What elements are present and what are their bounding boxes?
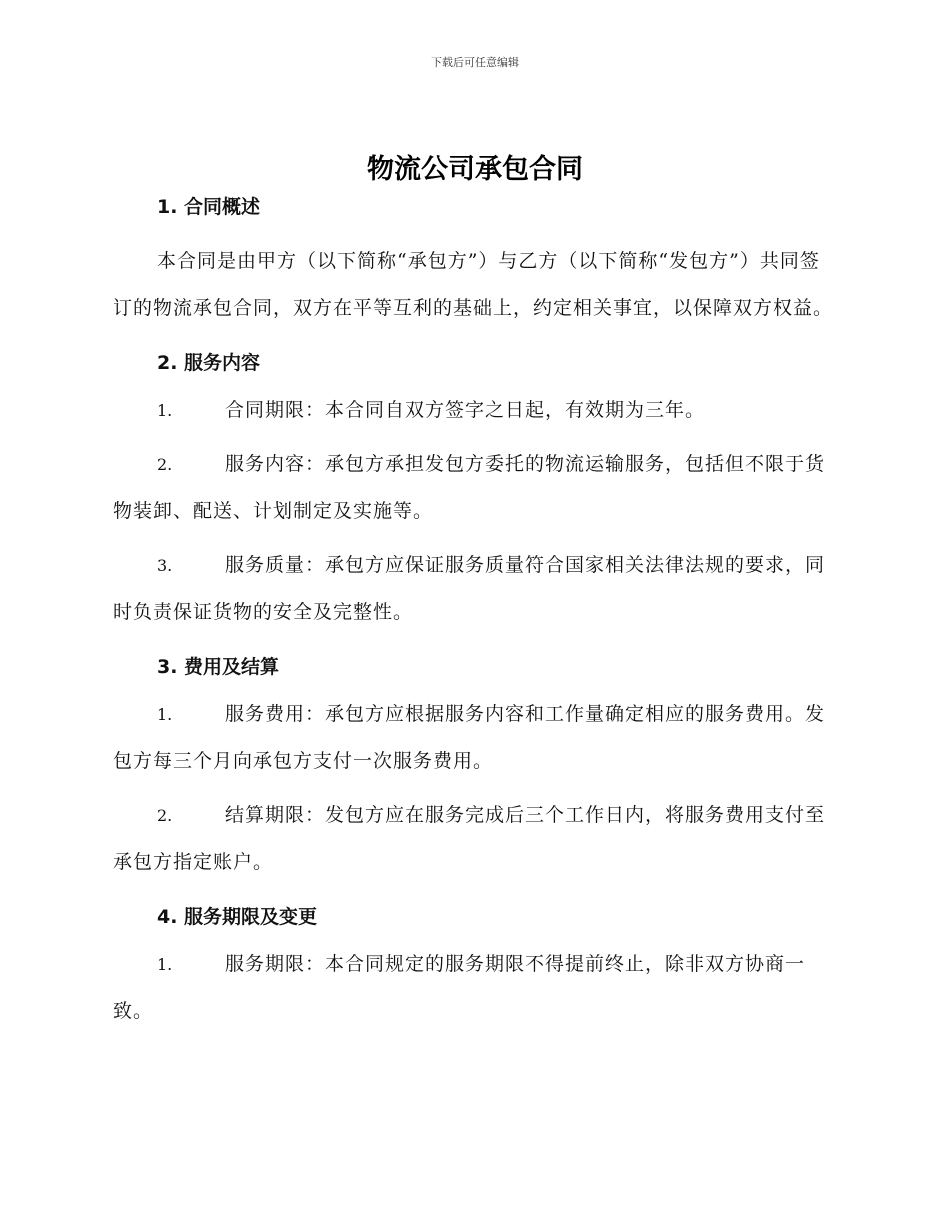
item-text: 服务质量：承包方应保证服务质量符合国家相关法律法规的要求，同时负责保证货物的安全及完整性。 [113, 554, 826, 623]
section-heading: 4. 服务期限及变更 [157, 906, 318, 928]
section-heading: 1. 合同概述 [157, 196, 261, 218]
list-item [113, 542, 835, 636]
item-number: 1. [157, 401, 173, 420]
item-number: 1. [157, 955, 173, 974]
item-text: 服务期限：本合同规定的服务期限不得提前终止，除非双方协商一致。 [113, 953, 806, 1022]
item-number: 2. [157, 806, 173, 825]
item-text: 合同期限：本合同自双方签字之日起，有效期为三年。 [225, 399, 706, 421]
document-title: 物流公司承包合同 [367, 154, 583, 185]
list-item [113, 441, 835, 535]
section-heading: 2. 服务内容 [157, 352, 261, 374]
list-item [113, 387, 835, 434]
item-text: 服务内容：承包方承担发包方委托的物流运输服务，包括但不限于货物装卸、配送、计划制定及实施等。 [113, 453, 826, 522]
page-header-note: 下载后可任意编辑 [431, 56, 519, 69]
item-number: 2. [157, 455, 173, 474]
item-text: 结算期限：发包方应在服务完成后三个工作日内，将服务费用支付至承包方指定账户。 [113, 804, 826, 873]
section-term-changes [113, 900, 835, 1035]
list-item [113, 941, 835, 1035]
section-overview [113, 190, 835, 332]
section-fees-settlement [113, 650, 835, 886]
list-item [113, 691, 835, 785]
item-number: 1. [157, 705, 173, 724]
list-item [113, 792, 835, 886]
intro-paragraph: 本合同是由甲方（以下简称“承包方”）与乙方（以下简称“发包方”）共同签订的物流承包合同，双方在平等互利的基础上，约定相关事宜，以保障双方权益。 [113, 250, 834, 319]
section-heading: 3. 费用及结算 [157, 656, 280, 678]
section-service-content [113, 346, 835, 636]
item-number: 3. [157, 556, 173, 575]
document-body [113, 190, 835, 1035]
item-text: 服务费用：承包方应根据服务内容和工作量确定相应的服务费用。发包方每三个月向承包方支付一次服务费用。 [113, 703, 826, 772]
